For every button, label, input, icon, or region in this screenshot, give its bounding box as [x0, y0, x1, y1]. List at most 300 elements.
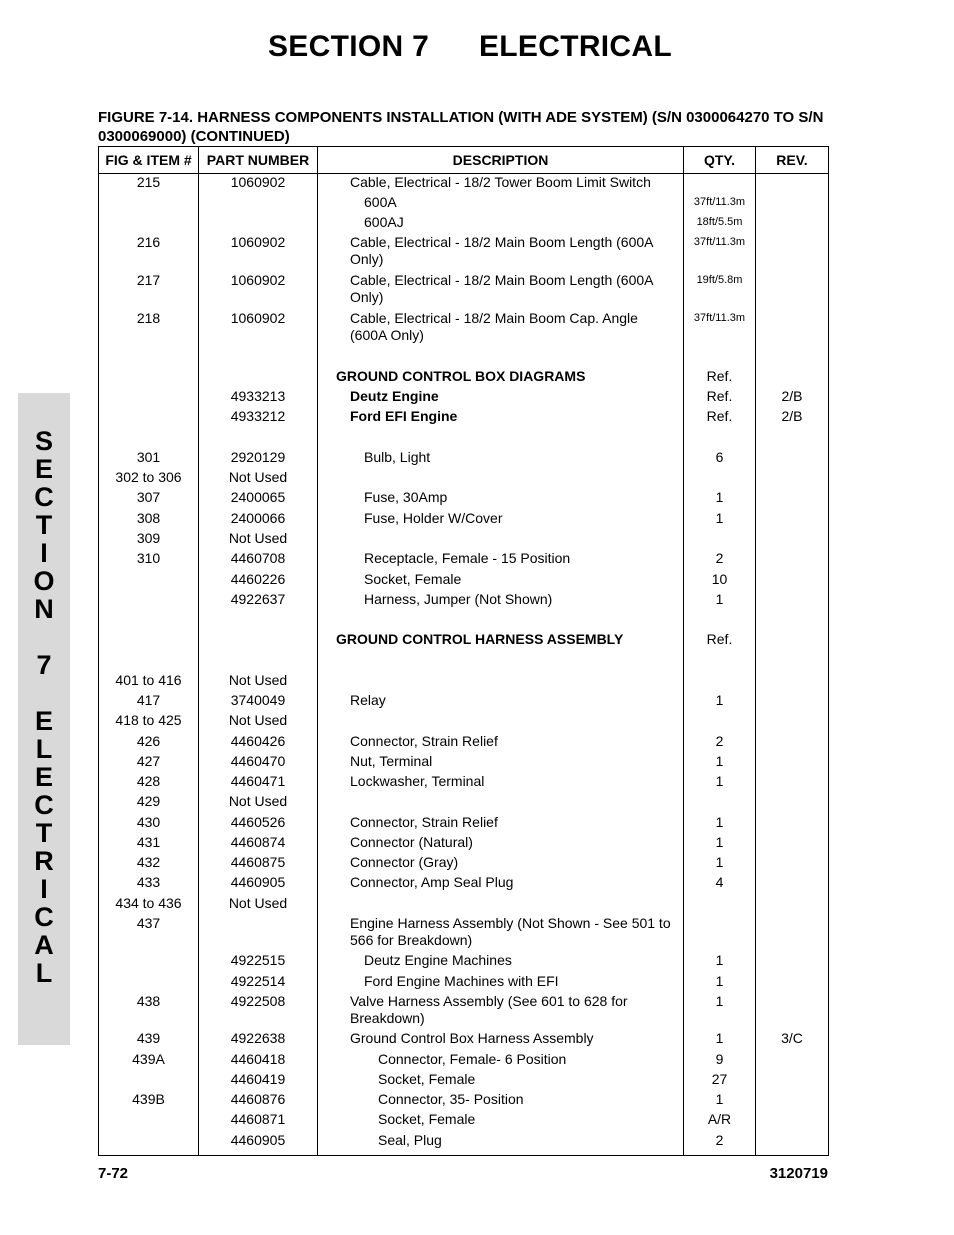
part-number-cell — [199, 348, 318, 368]
side-tab-letter: N — [34, 594, 54, 624]
rev-cell — [756, 834, 829, 854]
fig-item-cell: 215 — [99, 174, 199, 194]
table-row — [99, 469, 829, 489]
qty-cell: 1 — [684, 952, 756, 973]
side-tab-letter: S — [34, 426, 53, 456]
rev-cell — [756, 550, 829, 571]
side-tab-letter: T — [35, 818, 53, 848]
side-tab-letter: T — [35, 510, 53, 540]
part-number-cell: 2920129 — [199, 449, 318, 469]
fig-item-cell — [99, 368, 199, 388]
part-number-cell: 4460871 — [199, 1111, 318, 1132]
description-cell: Nut, Terminal — [318, 753, 684, 773]
table-row — [99, 408, 829, 428]
table-row — [99, 874, 829, 895]
description-cell: Harness, Jumper (Not Shown) — [318, 591, 684, 611]
part-number-cell: 4922515 — [199, 952, 318, 973]
fig-item-cell: 309 — [99, 530, 199, 550]
part-number-cell: 4922508 — [199, 993, 318, 1030]
qty-cell — [684, 651, 756, 672]
side-tab-letter: E — [34, 762, 53, 792]
description-cell — [318, 895, 684, 915]
table-row — [99, 174, 829, 194]
part-number-cell — [199, 368, 318, 388]
rev-cell — [756, 449, 829, 469]
part-number-cell: 4933212 — [199, 408, 318, 428]
qty-cell — [684, 348, 756, 368]
rev-cell — [756, 214, 829, 234]
qty-cell — [684, 915, 756, 952]
section-number: SECTION 7 — [268, 30, 430, 63]
rev-cell — [756, 915, 829, 952]
fig-item-cell — [99, 1111, 199, 1132]
rev-cell — [756, 854, 829, 874]
description-cell: Deutz Engine Machines — [318, 952, 684, 973]
description-cell: Bulb, Light — [318, 449, 684, 469]
fig-item-cell — [99, 348, 199, 368]
qty-cell — [684, 672, 756, 692]
table-row — [99, 591, 829, 611]
table-row — [99, 793, 829, 814]
description-cell: Socket, Female — [318, 1071, 684, 1091]
part-number-cell — [199, 631, 318, 651]
rev-cell — [756, 368, 829, 388]
fig-item-cell: 437 — [99, 915, 199, 952]
table-row — [99, 550, 829, 571]
qty-cell: 1 — [684, 1030, 756, 1051]
part-number-cell: 4922514 — [199, 973, 318, 993]
table-row — [99, 530, 829, 550]
part-number-cell: 4460418 — [199, 1051, 318, 1071]
section-name: ELECTRICAL — [479, 30, 672, 63]
part-number-cell — [199, 428, 318, 449]
rev-cell — [756, 469, 829, 489]
description-cell — [318, 672, 684, 692]
part-number-cell: Not Used — [199, 793, 318, 814]
table-row — [99, 489, 829, 510]
description-cell: GROUND CONTROL BOX DIAGRAMS — [318, 368, 684, 388]
qty-cell: 1 — [684, 814, 756, 834]
table-row — [99, 348, 829, 368]
fig-item-cell: 430 — [99, 814, 199, 834]
part-number-cell: 4460419 — [199, 1071, 318, 1091]
part-number-cell: Not Used — [199, 530, 318, 550]
fig-item-cell: 434 to 436 — [99, 895, 199, 915]
table-row — [99, 1111, 829, 1132]
fig-item-cell — [99, 973, 199, 993]
table-row — [99, 952, 829, 973]
rev-cell — [756, 651, 829, 672]
rev-cell — [756, 310, 829, 348]
rev-cell — [756, 530, 829, 550]
description-cell: Connector, Female- 6 Position — [318, 1051, 684, 1071]
table-row — [99, 1091, 829, 1111]
part-number-cell: 2400065 — [199, 489, 318, 510]
description-cell: Connector (Natural) — [318, 834, 684, 854]
fig-item-cell: 439A — [99, 1051, 199, 1071]
description-cell: Seal, Plug — [318, 1132, 684, 1156]
page-number: 7-72 — [98, 1165, 129, 1182]
side-tab-letters — [18, 427, 70, 987]
qty-cell: Ref. — [684, 388, 756, 408]
table-row — [99, 449, 829, 469]
table-row — [99, 733, 829, 753]
part-number-cell: 4460905 — [199, 874, 318, 895]
fig-item-cell — [99, 194, 199, 214]
side-tab-letter: 7 — [36, 650, 52, 680]
rev-cell — [756, 874, 829, 895]
qty-cell: 2 — [684, 1132, 756, 1156]
qty-cell: 27 — [684, 1071, 756, 1091]
figure-title: FIGURE 7-14. HARNESS COMPONENTS INSTALLATION (WITH ADE SYSTEM) (S/N 0300064270 TO S/N 0300069000) (CONTINUED) — [98, 109, 824, 145]
side-tab-letter: E — [34, 454, 53, 484]
fig-item-cell: 216 — [99, 234, 199, 272]
side-tab-letter: C — [34, 482, 54, 512]
description-cell: Socket, Female — [318, 571, 684, 591]
rev-cell — [756, 348, 829, 368]
qty-cell — [684, 469, 756, 489]
qty-cell: Ref. — [684, 368, 756, 388]
qty-cell: 2 — [684, 550, 756, 571]
table-row — [99, 915, 829, 952]
qty-cell: 1 — [684, 753, 756, 773]
table-row — [99, 834, 829, 854]
table-row — [99, 571, 829, 591]
rev-cell — [756, 814, 829, 834]
table-row — [99, 895, 829, 915]
description-cell: Valve Harness Assembly (See 601 to 628 for Breakdown) — [318, 993, 684, 1030]
header-qty: QTY. — [684, 147, 756, 174]
description-cell: Ground Control Box Harness Assembly — [318, 1030, 684, 1051]
fig-item-cell — [99, 591, 199, 611]
description-cell: Deutz Engine — [318, 388, 684, 408]
description-cell: Fuse, Holder W/Cover — [318, 510, 684, 530]
description-cell: Cable, Electrical - 18/2 Main Boom Cap. Angle (600A Only) — [318, 310, 684, 348]
rev-cell — [756, 712, 829, 733]
description-cell: Connector, Amp Seal Plug — [318, 874, 684, 895]
part-number-cell: 4460226 — [199, 571, 318, 591]
header-rev: REV. — [756, 147, 829, 174]
part-number-cell: Not Used — [199, 672, 318, 692]
qty-cell: 1 — [684, 993, 756, 1030]
qty-cell — [684, 611, 756, 631]
part-number-cell: 1060902 — [199, 234, 318, 272]
rev-cell — [756, 773, 829, 793]
table-row — [99, 753, 829, 773]
side-tab-letter: C — [34, 902, 54, 932]
table-row — [99, 712, 829, 733]
table-row — [99, 692, 829, 712]
part-number-cell: Not Used — [199, 712, 318, 733]
fig-item-cell: 438 — [99, 993, 199, 1030]
description-cell — [318, 469, 684, 489]
description-cell: 600AJ — [318, 214, 684, 234]
fig-item-cell — [99, 408, 199, 428]
table-row — [99, 214, 829, 234]
table-row — [99, 1051, 829, 1071]
description-cell: Connector, Strain Relief — [318, 733, 684, 753]
qty-cell: 6 — [684, 449, 756, 469]
part-number-cell: 3740049 — [199, 692, 318, 712]
side-tab-letter: E — [34, 706, 53, 736]
table-row — [99, 368, 829, 388]
header-fig-item: FIG & ITEM # — [99, 147, 199, 174]
table-row — [99, 1030, 829, 1051]
part-number-cell: 4460876 — [199, 1091, 318, 1111]
description-cell: Fuse, 30Amp — [318, 489, 684, 510]
table-row — [99, 611, 829, 631]
part-number-cell: Not Used — [199, 469, 318, 489]
rev-cell — [756, 611, 829, 631]
table-row — [99, 194, 829, 214]
description-cell: Lockwasher, Terminal — [318, 773, 684, 793]
side-tab-letter: L — [35, 958, 53, 988]
rev-cell — [756, 895, 829, 915]
fig-item-cell: 302 to 306 — [99, 469, 199, 489]
rev-cell — [756, 428, 829, 449]
qty-cell: 4 — [684, 874, 756, 895]
table-row — [99, 773, 829, 793]
side-tab-letter: O — [33, 566, 55, 596]
side-tab-letter — [18, 679, 70, 707]
fig-item-cell: 307 — [99, 489, 199, 510]
qty-cell: 2 — [684, 733, 756, 753]
description-cell — [318, 793, 684, 814]
part-number-cell: Not Used — [199, 895, 318, 915]
side-tab-letter: I — [40, 874, 48, 904]
qty-cell: 1 — [684, 591, 756, 611]
description-cell: Cable, Electrical - 18/2 Main Boom Length (600A Only) — [318, 234, 684, 272]
rev-cell — [756, 672, 829, 692]
qty-cell — [684, 895, 756, 915]
table-row — [99, 388, 829, 408]
description-cell: Cable, Electrical - 18/2 Main Boom Length (600A Only) — [318, 272, 684, 310]
rev-cell: 3/C — [756, 1030, 829, 1051]
part-number-cell: 2400066 — [199, 510, 318, 530]
description-cell: Socket, Female — [318, 1111, 684, 1132]
rev-cell — [756, 952, 829, 973]
table-row — [99, 234, 829, 272]
rev-cell: 2/B — [756, 408, 829, 428]
table-row — [99, 651, 829, 672]
fig-item-cell: 217 — [99, 272, 199, 310]
part-number-cell: 4460526 — [199, 814, 318, 834]
qty-cell: 1 — [684, 1091, 756, 1111]
part-number-cell: 4922637 — [199, 591, 318, 611]
fig-item-cell — [99, 388, 199, 408]
fig-item-cell: 417 — [99, 692, 199, 712]
description-cell — [318, 712, 684, 733]
qty-cell: 37ft/11.3m — [684, 234, 756, 272]
rev-cell — [756, 733, 829, 753]
fig-item-cell: 429 — [99, 793, 199, 814]
qty-cell: 1 — [684, 834, 756, 854]
side-tab-letter: A — [34, 930, 54, 960]
qty-cell: 1 — [684, 510, 756, 530]
qty-cell: 1 — [684, 489, 756, 510]
part-number-cell: 4460470 — [199, 753, 318, 773]
fig-item-cell: 433 — [99, 874, 199, 895]
parts-table-body — [99, 174, 829, 1156]
description-cell: Connector, Strain Relief — [318, 814, 684, 834]
qty-cell: 1 — [684, 692, 756, 712]
rev-cell — [756, 571, 829, 591]
side-tab-letter — [18, 623, 70, 651]
rev-cell — [756, 489, 829, 510]
header-description: DESCRIPTION — [318, 147, 684, 174]
rev-cell — [756, 234, 829, 272]
fig-item-cell: 431 — [99, 834, 199, 854]
description-cell: Connector, 35- Position — [318, 1091, 684, 1111]
fig-item-cell — [99, 611, 199, 631]
description-cell: Cable, Electrical - 18/2 Tower Boom Limit Switch — [318, 174, 684, 194]
description-cell — [318, 651, 684, 672]
fig-item-cell: 218 — [99, 310, 199, 348]
rev-cell — [756, 174, 829, 194]
section-title — [268, 30, 672, 64]
table-row — [99, 1132, 829, 1156]
fig-item-cell — [99, 1132, 199, 1156]
description-cell: Relay — [318, 692, 684, 712]
rev-cell — [756, 793, 829, 814]
fig-item-cell: 439 — [99, 1030, 199, 1051]
part-number-cell: 1060902 — [199, 174, 318, 194]
rev-cell — [756, 692, 829, 712]
qty-cell: 1 — [684, 773, 756, 793]
fig-item-cell: 301 — [99, 449, 199, 469]
description-cell: 600A — [318, 194, 684, 214]
qty-cell — [684, 793, 756, 814]
table-row — [99, 310, 829, 348]
part-number-cell: 4460708 — [199, 550, 318, 571]
rev-cell — [756, 1091, 829, 1111]
part-number-cell: 4933213 — [199, 388, 318, 408]
part-number-cell: 4460874 — [199, 834, 318, 854]
fig-item-cell — [99, 1071, 199, 1091]
description-cell: Ford EFI Engine — [318, 408, 684, 428]
qty-cell: 37ft/11.3m — [684, 194, 756, 214]
fig-item-cell: 308 — [99, 510, 199, 530]
fig-item-cell — [99, 428, 199, 449]
side-tab-letter: R — [34, 846, 54, 876]
description-cell: Receptacle, Female - 15 Position — [318, 550, 684, 571]
table-row — [99, 272, 829, 310]
rev-cell — [756, 753, 829, 773]
qty-cell: 19ft/5.8m — [684, 272, 756, 310]
table-row — [99, 672, 829, 692]
fig-item-cell: 439B — [99, 1091, 199, 1111]
qty-cell: 9 — [684, 1051, 756, 1071]
section-side-tab — [18, 393, 70, 1045]
side-tab-letter: L — [35, 734, 53, 764]
qty-cell: Ref. — [684, 408, 756, 428]
fig-item-cell — [99, 571, 199, 591]
side-tab-letter: I — [40, 538, 48, 568]
side-tab-letter: C — [34, 790, 54, 820]
rev-cell — [756, 1132, 829, 1156]
rev-cell — [756, 591, 829, 611]
part-number-cell: 4922638 — [199, 1030, 318, 1051]
table-row — [99, 814, 829, 834]
part-number-cell — [199, 651, 318, 672]
part-number-cell: 4460905 — [199, 1132, 318, 1156]
fig-item-cell — [99, 651, 199, 672]
table-header-row — [99, 147, 829, 174]
part-number-cell — [199, 611, 318, 631]
description-cell — [318, 348, 684, 368]
rev-cell — [756, 973, 829, 993]
rev-cell — [756, 510, 829, 530]
part-number-cell: 4460875 — [199, 854, 318, 874]
fig-item-cell — [99, 214, 199, 234]
rev-cell: 2/B — [756, 388, 829, 408]
table-row — [99, 510, 829, 530]
fig-item-cell — [99, 631, 199, 651]
fig-item-cell: 426 — [99, 733, 199, 753]
description-cell — [318, 428, 684, 449]
table-row — [99, 973, 829, 993]
fig-item-cell: 427 — [99, 753, 199, 773]
rev-cell — [756, 993, 829, 1030]
description-cell: Engine Harness Assembly (Not Shown - See 501 to 566 for Breakdown) — [318, 915, 684, 952]
description-cell: Ford Engine Machines with EFI — [318, 973, 684, 993]
part-number-cell: 4460426 — [199, 733, 318, 753]
qty-cell: 10 — [684, 571, 756, 591]
fig-item-cell — [99, 952, 199, 973]
qty-cell: A/R — [684, 1111, 756, 1132]
table-row — [99, 854, 829, 874]
qty-cell: Ref. — [684, 631, 756, 651]
rev-cell — [756, 1111, 829, 1132]
part-number-cell — [199, 214, 318, 234]
fig-item-cell: 310 — [99, 550, 199, 571]
parts-table — [98, 146, 829, 1156]
qty-cell — [684, 712, 756, 733]
table-row — [99, 1071, 829, 1091]
document-number: 3120719 — [769, 1165, 828, 1182]
rev-cell — [756, 631, 829, 651]
fig-item-cell: 428 — [99, 773, 199, 793]
qty-cell — [684, 530, 756, 550]
description-cell — [318, 611, 684, 631]
qty-cell — [684, 174, 756, 194]
table-row — [99, 428, 829, 449]
part-number-cell: 4460471 — [199, 773, 318, 793]
description-cell: GROUND CONTROL HARNESS ASSEMBLY — [318, 631, 684, 651]
fig-item-cell: 418 to 425 — [99, 712, 199, 733]
part-number-cell — [199, 915, 318, 952]
header-part-number: PART NUMBER — [199, 147, 318, 174]
fig-item-cell: 432 — [99, 854, 199, 874]
part-number-cell: 1060902 — [199, 310, 318, 348]
description-cell — [318, 530, 684, 550]
qty-cell: 1 — [684, 854, 756, 874]
rev-cell — [756, 1071, 829, 1091]
qty-cell — [684, 428, 756, 449]
part-number-cell — [199, 194, 318, 214]
qty-cell: 1 — [684, 973, 756, 993]
table-row — [99, 631, 829, 651]
description-cell: Connector (Gray) — [318, 854, 684, 874]
qty-cell: 18ft/5.5m — [684, 214, 756, 234]
rev-cell — [756, 272, 829, 310]
rev-cell — [756, 194, 829, 214]
part-number-cell: 1060902 — [199, 272, 318, 310]
table-row — [99, 993, 829, 1030]
qty-cell: 37ft/11.3m — [684, 310, 756, 348]
rev-cell — [756, 1051, 829, 1071]
fig-item-cell: 401 to 416 — [99, 672, 199, 692]
